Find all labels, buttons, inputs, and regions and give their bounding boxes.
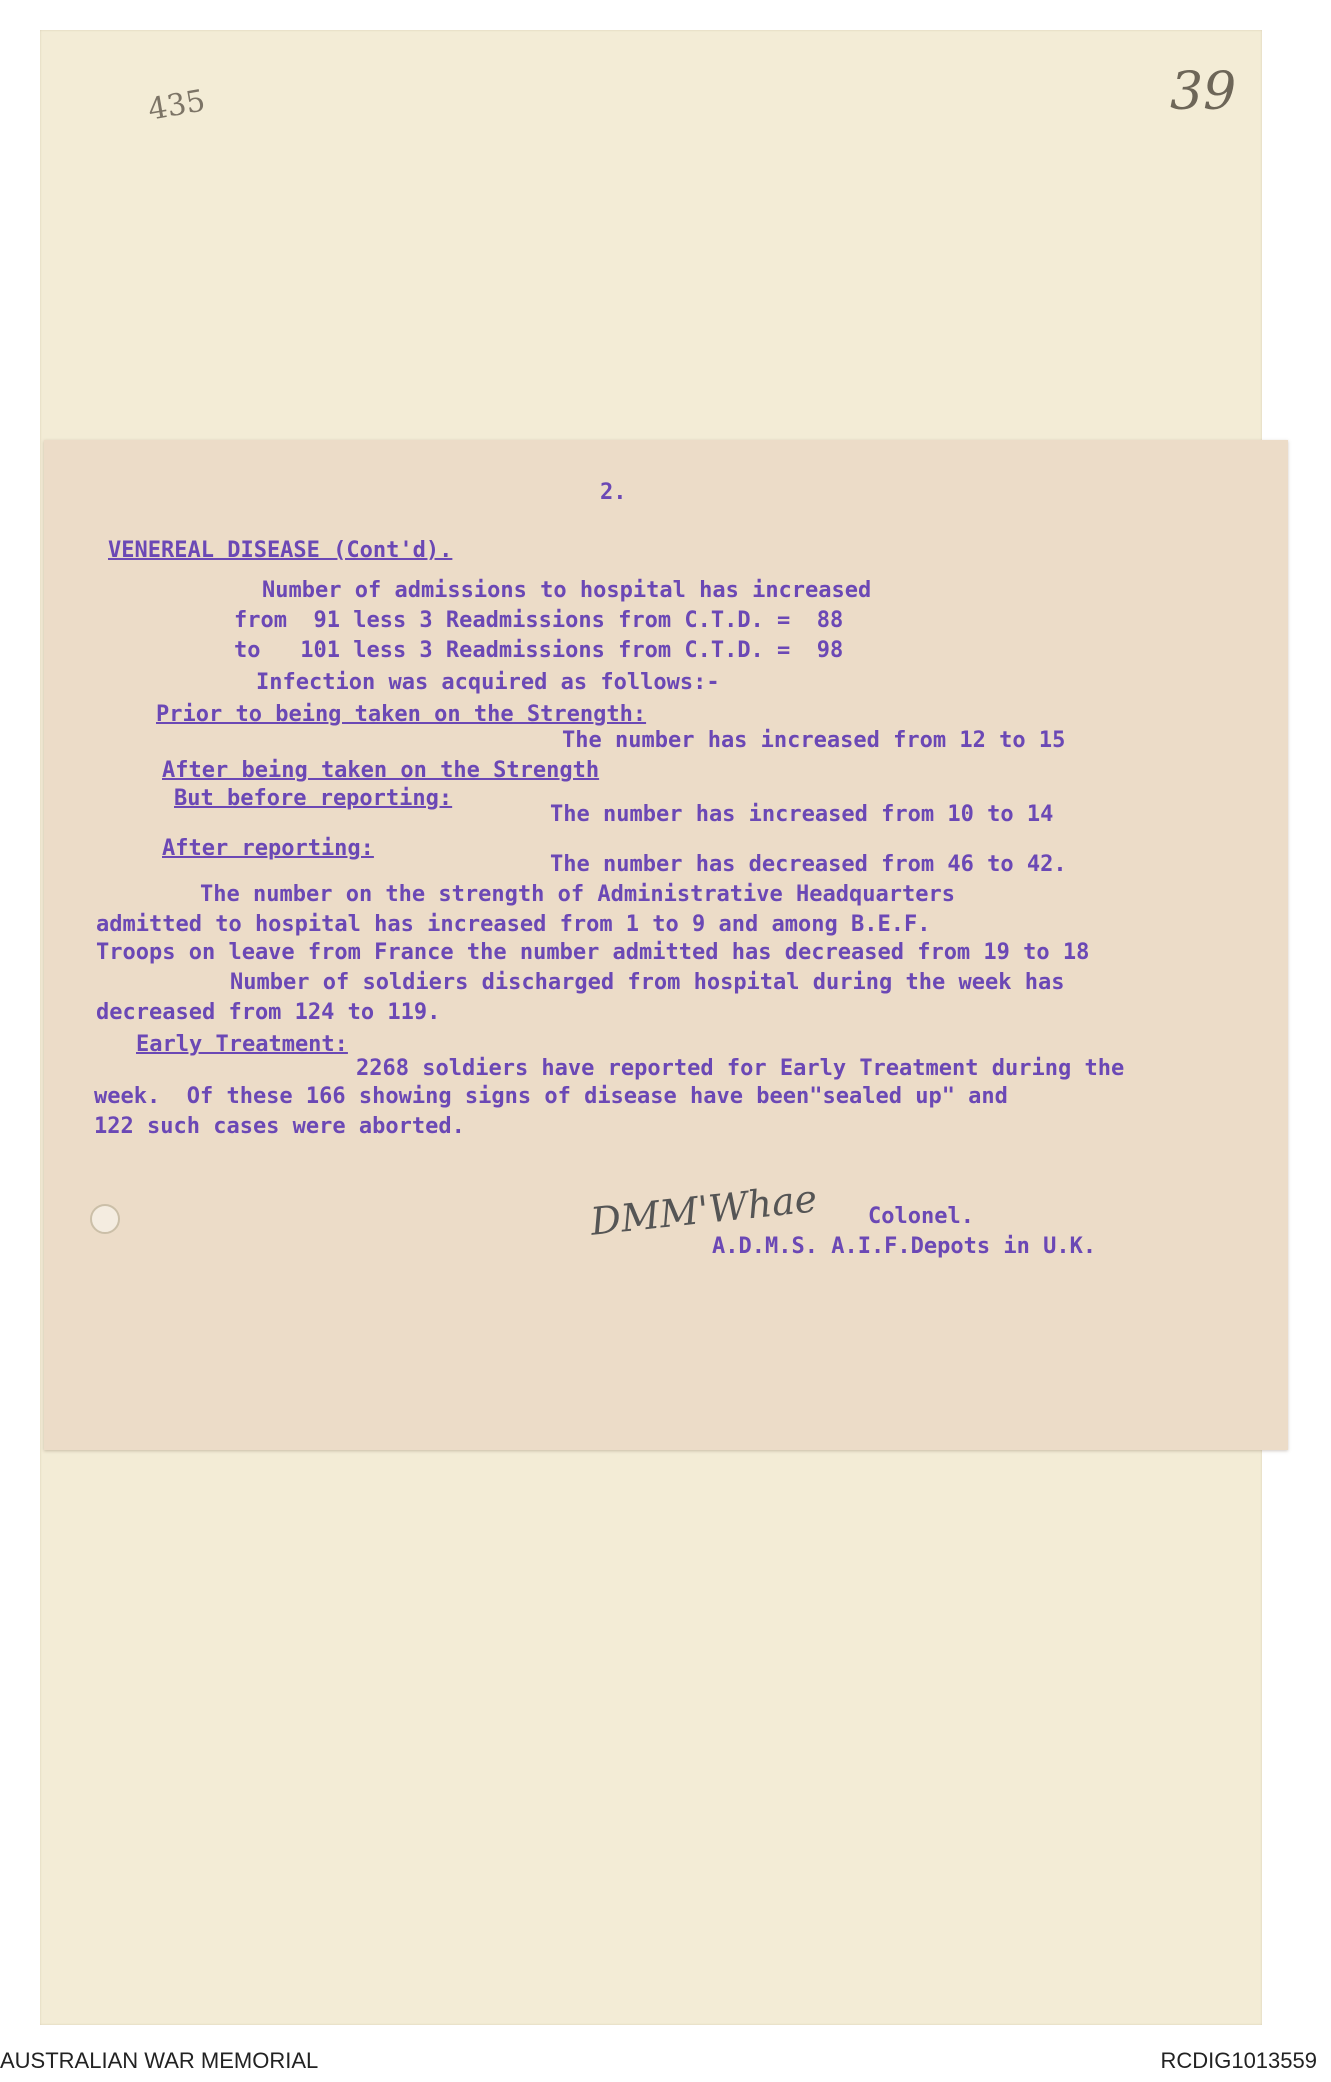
early-treatment-line: 2268 soldiers have reported for Early Treatment during the (356, 1056, 1125, 1081)
after-strength-text: The number has increased from 10 to 14 (550, 802, 1054, 827)
footer-institution: AUSTRALIAN WAR MEMORIAL (0, 2048, 319, 2073)
typed-memo-page (44, 440, 1288, 1450)
subheading-after-reporting: After reporting: (162, 836, 374, 861)
footer-record-id: RCDIG1013559 (1160, 2048, 1317, 2073)
memo-line: Number of admissions to hospital has increased (262, 578, 872, 603)
subheading-before-reporting: But before reporting: (174, 786, 453, 811)
memo-line: from 91 less 3 Readmissions from C.T.D. = 88 (234, 608, 844, 633)
after-reporting-text: The number has decreased from 46 to 42. (550, 852, 1067, 877)
subheading-after-strength: After being taken on the Strength (162, 758, 600, 783)
admin-paragraph-line: Troops on leave from France the number admitted has decreased from 19 to 18 (96, 940, 1090, 965)
section-heading: VENEREAL DISEASE (Cont'd). (108, 538, 453, 563)
punch-hole (90, 1204, 120, 1234)
signatory-rank: Colonel. (868, 1204, 974, 1229)
admin-paragraph-line: The number on the strength of Administrative Headquarters (200, 882, 955, 907)
signatory-title: A.D.M.S. A.I.F.Depots in U.K. (712, 1234, 1097, 1259)
early-treatment-line: 122 such cases were aborted. (94, 1114, 465, 1139)
pencil-annotation-page: 39 (1170, 62, 1237, 122)
page-number: 2. (600, 480, 627, 505)
discharged-paragraph-line: Number of soldiers discharged from hospital during the week has (230, 970, 1065, 995)
pencil-annotation-folio: 435 (145, 83, 208, 128)
subheading-prior: Prior to being taken on the Strength: (156, 702, 647, 727)
prior-text: The number has increased from 12 to 15 (562, 728, 1066, 753)
discharged-paragraph-line: decreased from 124 to 119. (96, 1000, 441, 1025)
admin-paragraph-line: admitted to hospital has increased from 1 to 9 and among B.E.F. (96, 912, 931, 937)
memo-line: Infection was acquired as follows:- (256, 670, 720, 695)
subheading-early-treatment: Early Treatment: (136, 1032, 348, 1057)
memo-line: to 101 less 3 Readmissions from C.T.D. = 98 (234, 638, 844, 663)
early-treatment-line: week. Of these 166 showing signs of disease have been"sealed up" and (94, 1084, 1008, 1109)
handwritten-signature: DMM'Whae (588, 1176, 820, 1244)
